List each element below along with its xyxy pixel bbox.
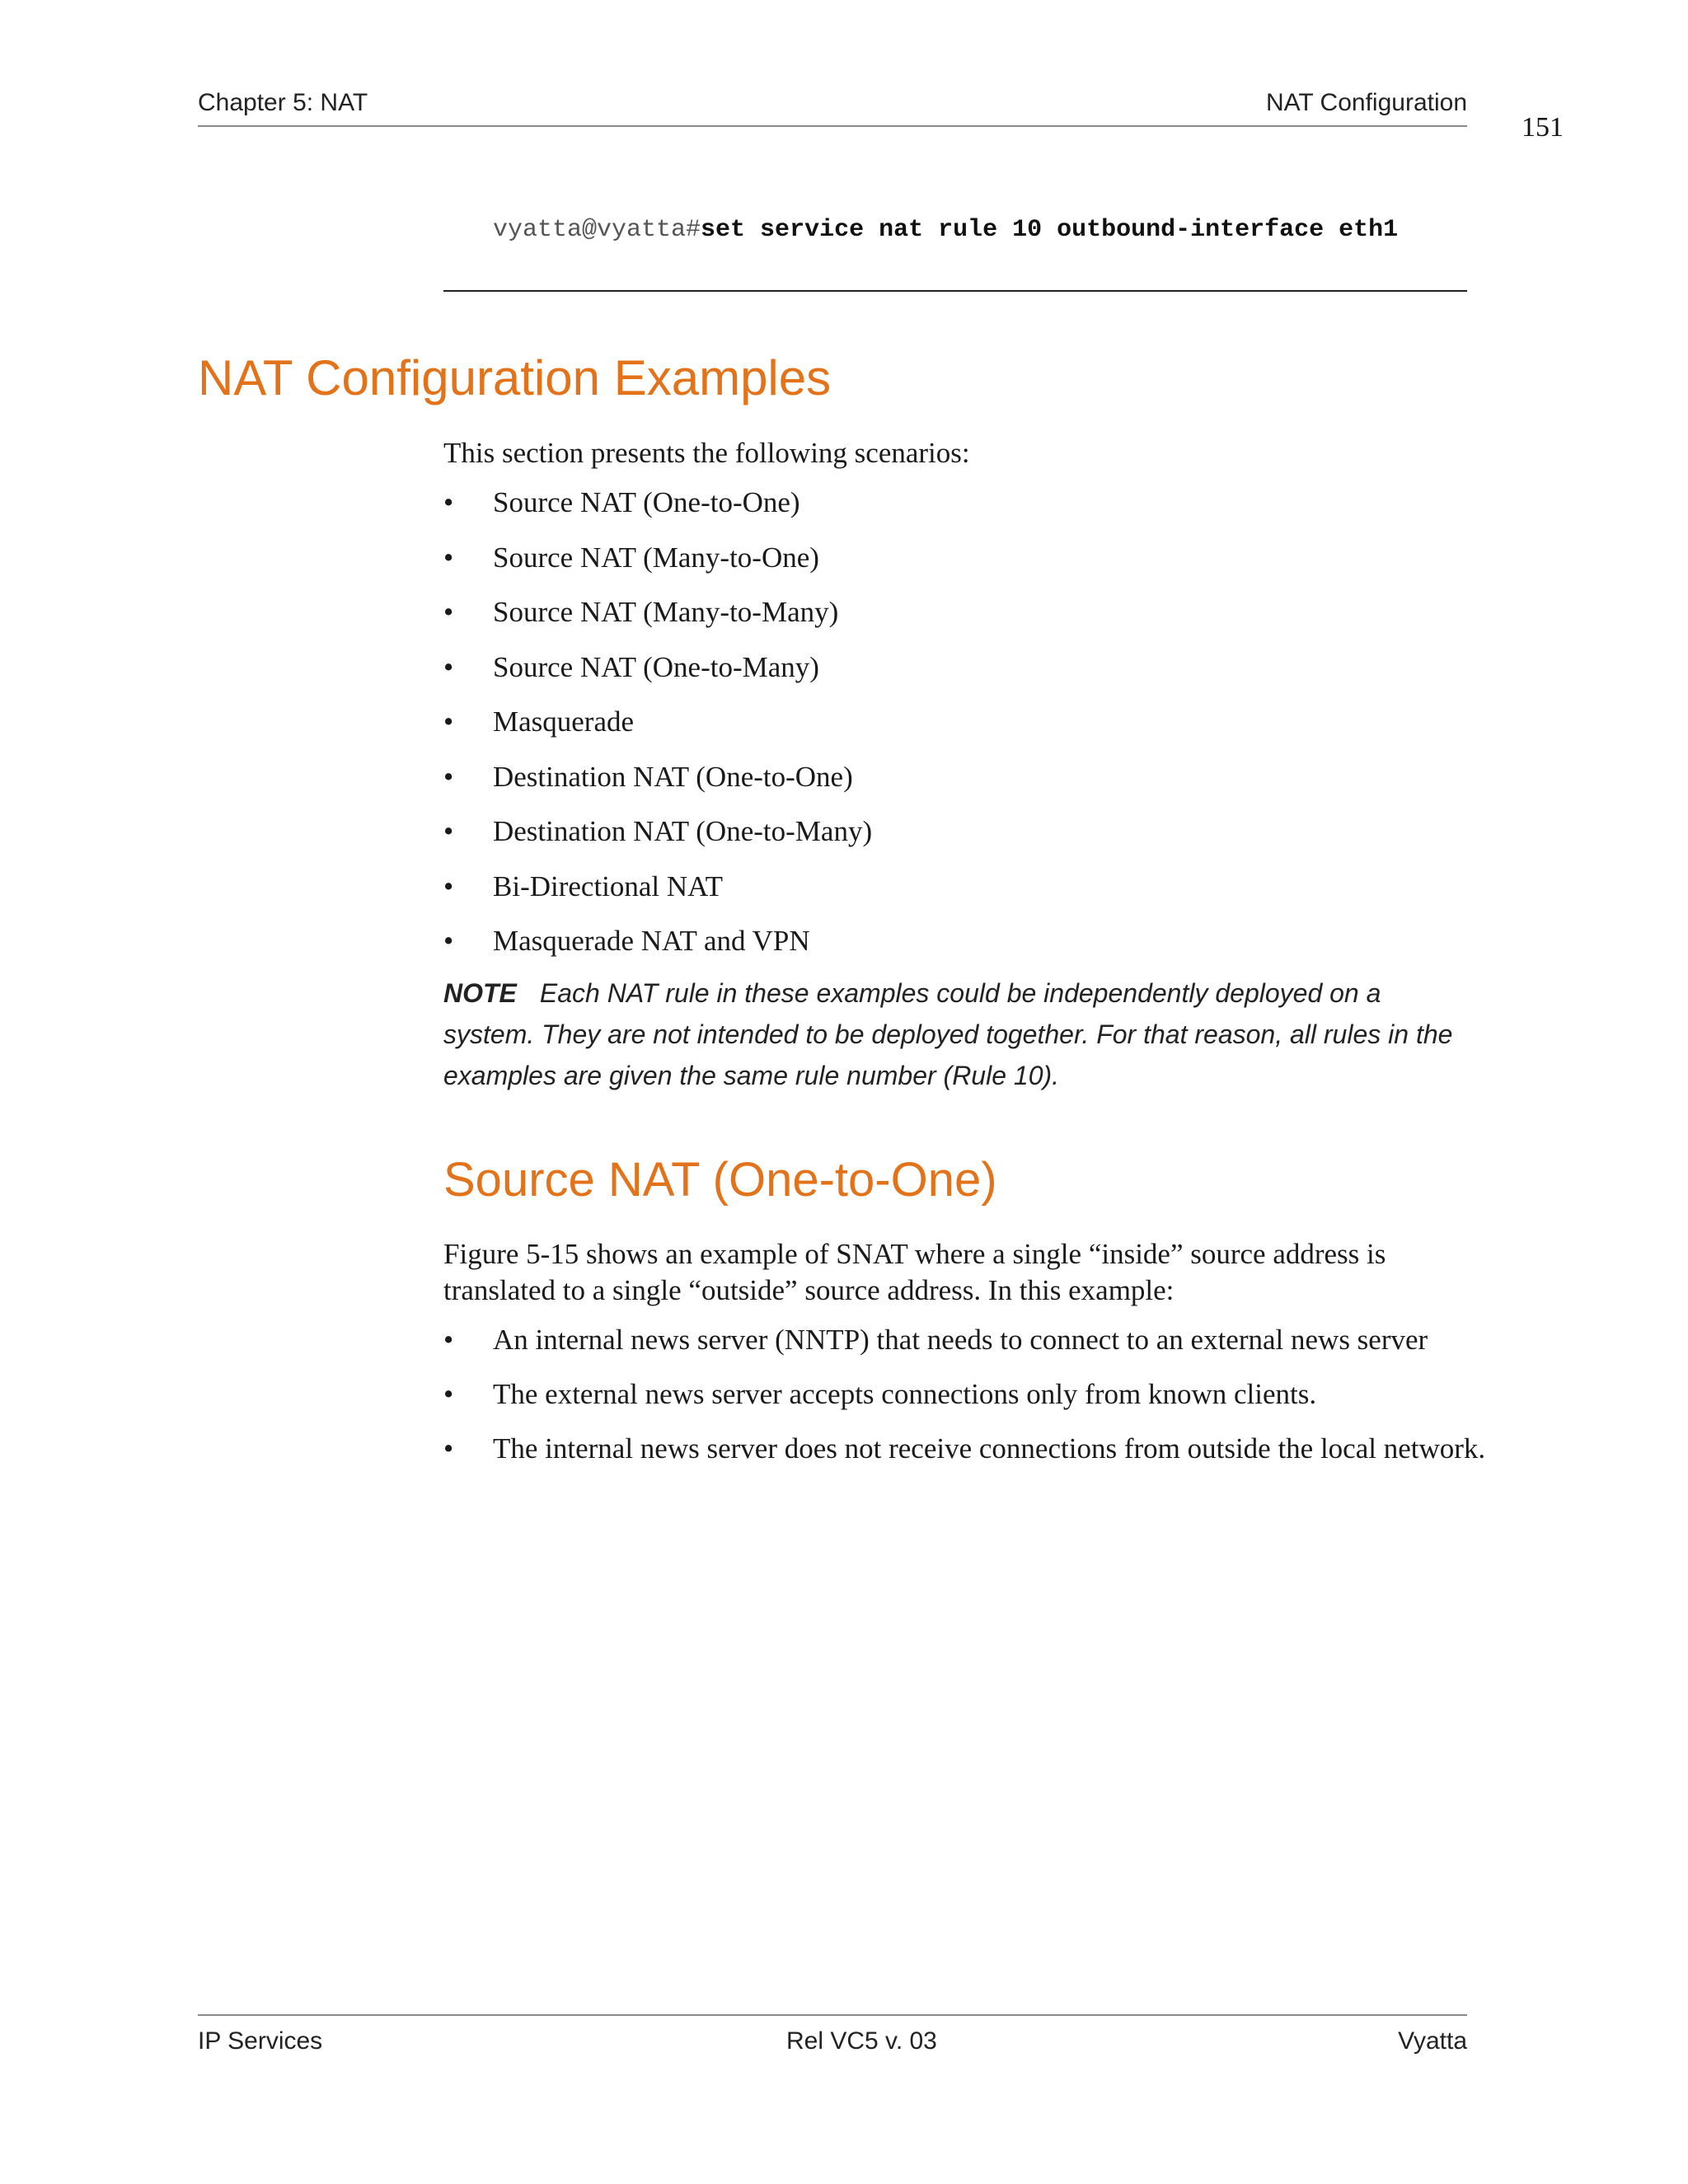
list-item (443, 1324, 1485, 1378)
list-item-text: Bi-Directional NAT (493, 869, 723, 902)
bullet-icon: • (443, 486, 454, 518)
bullet-icon: • (443, 869, 454, 902)
list-item (443, 870, 872, 926)
list-item-text: Source NAT (Many-to-One) (493, 541, 819, 574)
list-item-text: Destination NAT (One-to-Many) (493, 815, 873, 847)
note-block (443, 972, 1474, 1096)
footer-product: IP Services (198, 2027, 323, 2055)
bullet-icon: • (443, 760, 454, 793)
bullet-icon: • (443, 925, 454, 957)
list-item-text: An internal news server (NNTP) that needs to connect to an external news server (493, 1324, 1428, 1356)
command-divider (443, 290, 1467, 292)
section-title-source-nat-one-to-one: Source NAT (One-to-One) (443, 1153, 997, 1207)
list-item (443, 705, 872, 761)
list-item (443, 1432, 1485, 1487)
bullet-icon: • (443, 1432, 454, 1465)
note-label: NOTE (443, 978, 517, 1008)
list-item-text: Masquerade (493, 705, 635, 738)
list-item (443, 761, 872, 816)
bullet-icon: • (443, 541, 454, 574)
bullet-icon: • (443, 650, 454, 683)
header-chapter: Chapter 5: NAT (198, 89, 368, 116)
list-item (443, 925, 872, 980)
command-prompt: vyatta@vyatta# (493, 216, 701, 244)
list-item-text: Masquerade NAT and VPN (493, 925, 810, 957)
list-item (443, 596, 872, 651)
list-item-text: Source NAT (Many-to-Many) (493, 596, 839, 628)
bullet-icon: • (443, 705, 454, 738)
bullet-icon: • (443, 596, 454, 628)
command-example (493, 216, 1398, 244)
header-section: NAT Configuration (1265, 89, 1467, 116)
header-divider (198, 125, 1467, 127)
section-intro: This section presents the following scenarios: (443, 437, 970, 469)
list-item-text: Source NAT (One-to-One) (493, 486, 800, 518)
page-number: 151 (1522, 112, 1564, 143)
footer-company: Vyatta (1398, 2027, 1467, 2055)
list-item (443, 651, 872, 706)
list-item (443, 486, 872, 541)
bullet-icon: • (443, 1378, 454, 1410)
footer-release: Rel VC5 v. 03 (786, 2027, 937, 2055)
list-item-text: The external news server accepts connections only from known clients. (493, 1378, 1317, 1410)
footer-divider (198, 2014, 1467, 2016)
scenario-list (443, 486, 872, 980)
section-paragraph: Figure 5-15 shows an example of SNAT where a single “inside” source address is translated to a single “outside” source address. In this example: (443, 1238, 1386, 1306)
list-item (443, 541, 872, 597)
bullet-icon: • (443, 1324, 454, 1356)
list-item-text: Source NAT (One-to-Many) (493, 650, 819, 683)
list-item (443, 815, 872, 870)
example-list (443, 1324, 1485, 1487)
list-item-text: The internal news server does not receive connections from outside the local network. (493, 1432, 1486, 1465)
bullet-icon: • (443, 815, 454, 847)
section-title-nat-configuration-examples: NAT Configuration Examples (198, 350, 832, 405)
note-text: Each NAT rule in these examples could be independently deployed on a system. They are not intended to be deployed together. For that reason, all rules in the examples are given the same rule number (Rule 10). (443, 978, 1453, 1090)
command-text: set service nat rule 10 outbound-interface eth1 (701, 216, 1399, 244)
list-item-text: Destination NAT (One-to-One) (493, 760, 853, 793)
list-item (443, 1378, 1485, 1432)
